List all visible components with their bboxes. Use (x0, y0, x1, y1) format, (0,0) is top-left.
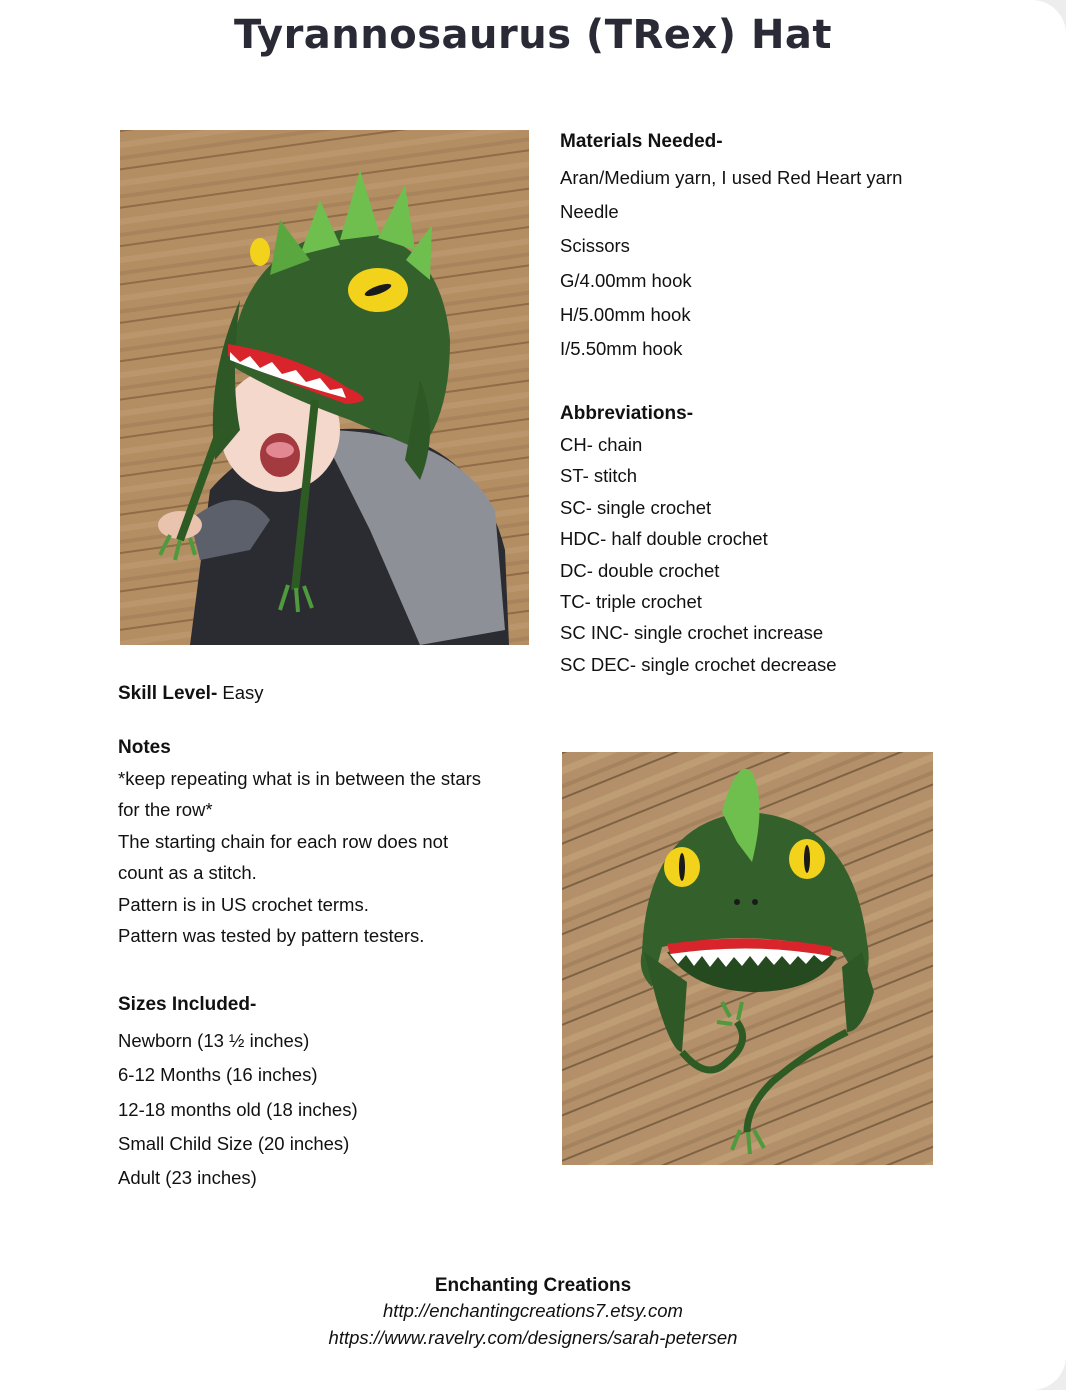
material-item: G/4.00mm hook (560, 269, 692, 291)
footer-brand: Enchanting Creations (434, 1275, 632, 1296)
note-line: for the row* (118, 799, 213, 821)
skill-level-value: Easy (222, 682, 264, 703)
materials-section (560, 131, 902, 366)
material-item: Needle (560, 201, 619, 223)
size-item: Newborn (13 ½ inches) (118, 1030, 310, 1051)
abbreviations-list (560, 429, 837, 680)
abbreviation-item: SC INC- single crochet increase (560, 622, 824, 644)
size-item: 6-12 Months (16 inches) (118, 1064, 318, 1086)
sizes-section (118, 994, 358, 1195)
sizes-list (118, 1024, 358, 1195)
note-line: Pattern is in US crochet terms. (118, 893, 369, 915)
size-item: Small Child Size (20 inches) (118, 1132, 350, 1154)
abbreviation-item: TC- triple crochet (560, 590, 702, 612)
abbreviation-item: SC- single crochet (560, 496, 712, 518)
notes-section (118, 737, 481, 951)
abbreviation-item: SC DEC- single crochet decrease (560, 653, 837, 675)
size-item: 12-18 months old (18 inches) (118, 1098, 358, 1120)
note-line: *keep repeating what is in between the stars (118, 768, 482, 789)
page-title: Tyrannosaurus (TRex) Hat (233, 12, 833, 58)
note-line: count as a stitch. (118, 862, 257, 884)
note-line: The starting chain for each row does not (118, 830, 449, 852)
skill-level-label: Skill Level- (118, 683, 218, 704)
abbreviations-heading: Abbreviations- (560, 403, 694, 424)
notes-heading: Notes (118, 737, 171, 758)
materials-list (560, 161, 902, 366)
abbreviations-section (560, 403, 837, 680)
materials-heading: Materials Needed- (560, 131, 723, 152)
abbreviation-item: HDC- half double crochet (560, 528, 768, 550)
size-item: Adult (23 inches) (118, 1167, 257, 1189)
skill-level (118, 682, 264, 705)
material-item: I/5.50mm hook (560, 337, 683, 359)
etsy-link[interactable]: http://enchantingcreations7.etsy.com (383, 1300, 683, 1321)
abbreviation-item: DC- double crochet (560, 559, 720, 581)
notes-list (118, 763, 481, 951)
note-line: Pattern was tested by pattern testers. (118, 924, 425, 946)
child-wearing-hat-photo (120, 130, 529, 645)
sizes-heading: Sizes Included- (118, 994, 257, 1015)
material-item: Aran/Medium yarn, I used Red Heart yarn (560, 167, 903, 188)
abbreviation-item: ST- stitch (560, 465, 638, 487)
material-item: H/5.00mm hook (560, 303, 691, 325)
abbreviation-item: CH- chain (560, 434, 643, 455)
hat-flat-photo (562, 752, 933, 1165)
ravelry-link[interactable]: https://www.ravelry.com/designers/sarah-petersen (328, 1327, 738, 1348)
footer (0, 1275, 1066, 1351)
material-item: Scissors (560, 235, 630, 257)
